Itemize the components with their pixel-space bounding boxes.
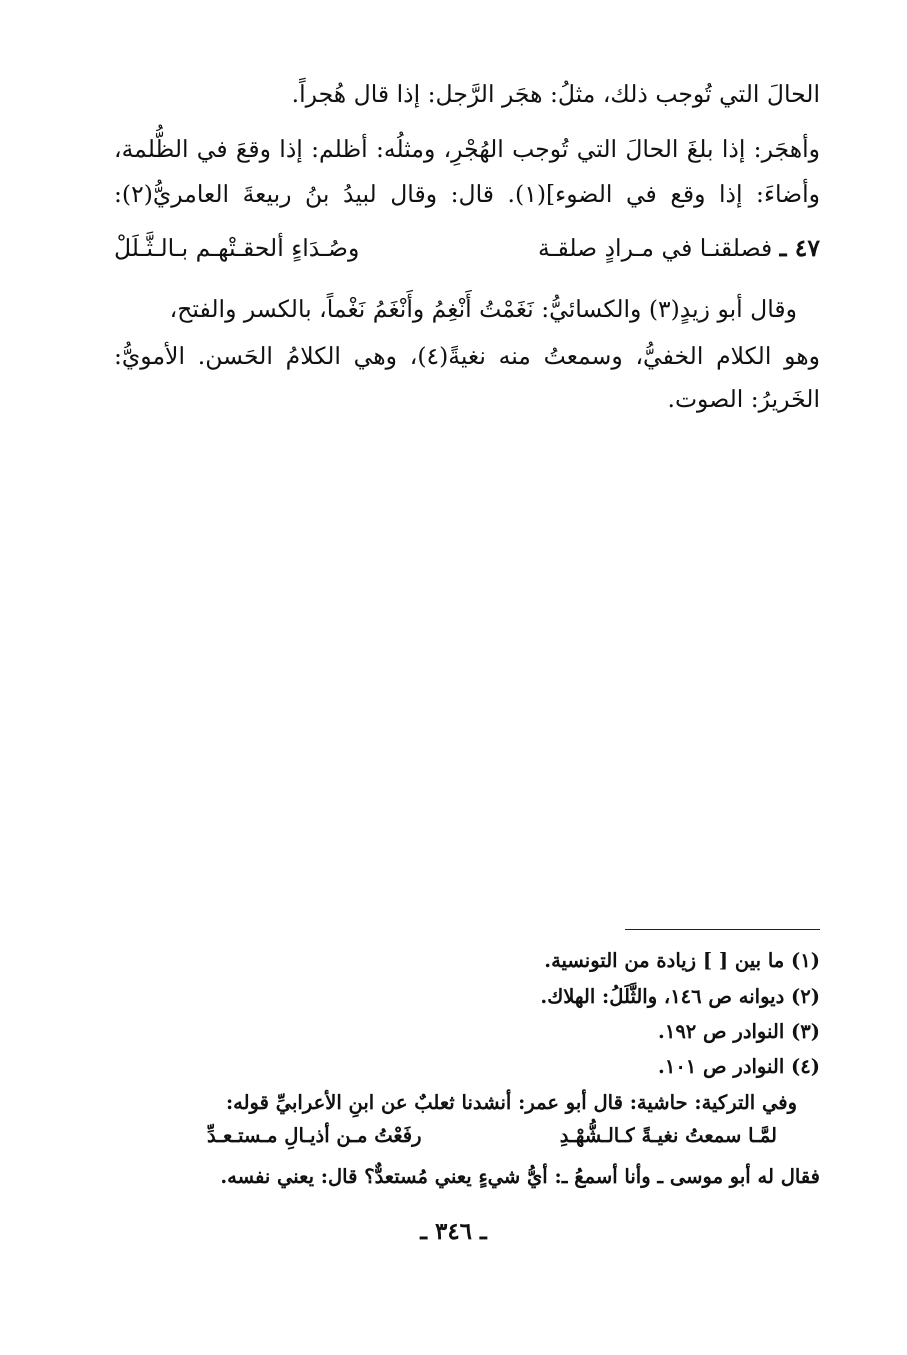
marginal-verse-first: لمَّـا سمعتُ نغيـةً كـالـشُّهْـدِ [559,1124,777,1147]
verse-first-hemistich [538,232,820,264]
footnote-4: (٤) النوادر ص ١٠١. [658,1055,820,1078]
marginal-note-line-1: وفي التركية: حاشية: قال أبو عمر: أنشدنا ثعلبٌ عن ابنِ الأعرابيِّ قوله: [225,1091,797,1114]
footnote-1: (١) ما بين [ ] زيادة من التونسية. [544,949,820,972]
marginal-verse-second: رفَعْتُ مـن أذيـالِ مـستـعـدِّ [207,1124,422,1147]
poem-verse [114,232,820,268]
marginal-note-line-3: فقال له أبو موسى ـ وأنا أسمعُ ـ: أيُّ شيءٍ يعني مُستعدٌّ؟ قال: يعني نفسه. [220,1165,820,1188]
text-line-5: وقال أبو زيدٍ(٣) والكسائيُّ: نَغَمْتُ أَنْغِمُ وأَنْغَمُ نَغْماً، بالكسر والفتح، [169,295,797,323]
footnote-3: (٣) النوادر ص ١٩٢. [658,1020,820,1043]
text-line-1: الحالَ التي تُوجب ذلك، مثلُ: هجَر الرَّجل: إذا قال هُجراً. [291,80,820,108]
page-number: ـ ٣٤٦ ـ [420,1218,487,1245]
text-line-7: الخَريرُ: الصوت. [667,385,820,413]
footnote-separator [625,929,820,930]
verse-second-hemistich: وصُـدَاءٍ ألحقـتْهـم بـالـثَّـلَلْ [114,234,360,262]
verse-number: ٤٧ ـ [779,234,820,262]
footnote-2: (٢) ديوانه ص ١٤٦، والثَّلَلُ: الهلاك. [540,985,820,1008]
text-line-3: وأضاءَ: إذا وقع في الضوء](١). قال: وقال لبيدُ بنُ ربيعةَ العامريُّ(٢): [114,180,820,208]
text-line-6: وهو الكلام الخفيُّ، وسمعتُ منه نغيةً(٤)، وهي الكلامُ الحَسن. الأمويُّ: [114,342,820,370]
verse-first-text: فصلقنـا في مـرادٍ صلقـة [538,234,773,262]
marginal-note-verse [207,1124,777,1154]
text-line-2: وأهجَر: إذا بلغَ الحالَ التي تُوجب الهُجْرِ، ومثلُه: أظلم: إذا وقعَ في الظُّلمة، [114,135,820,163]
